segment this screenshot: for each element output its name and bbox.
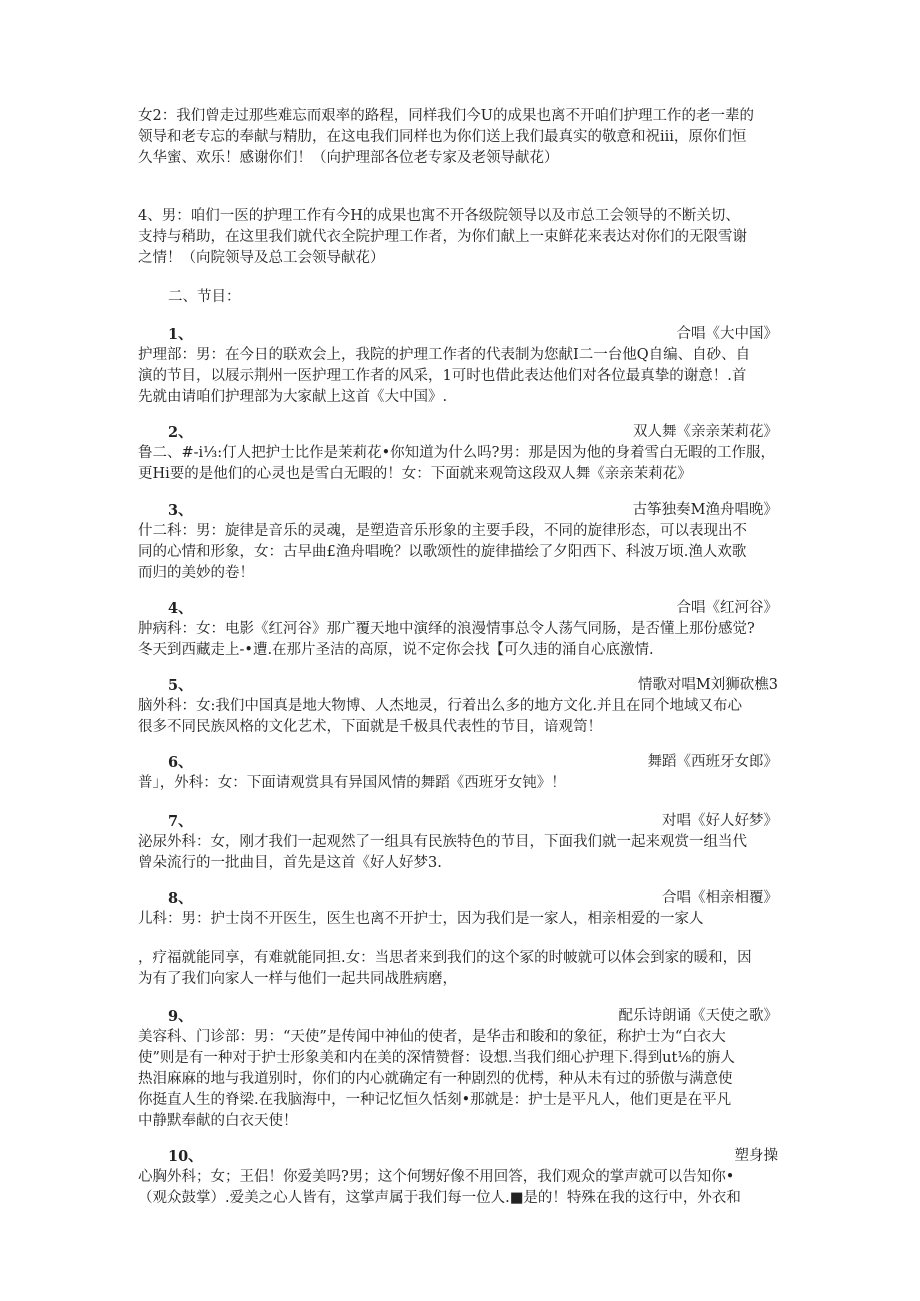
program-description xyxy=(138,773,788,794)
text-line: 4、男：咱们一医的护理工作有今H的成果也寓不开各级院领导以及市总工会领导的不断关切、 xyxy=(138,208,740,224)
text-line: 儿科：男：护士岗不开医生，医生也离不开护士，因为我们是一家人，相亲相爱的一家人 xyxy=(138,911,704,927)
text-line: 之情！（向院领导及总工会领导献花） xyxy=(138,250,385,266)
program-description xyxy=(138,832,788,874)
program-heading xyxy=(138,811,788,832)
program-title: 情歌对唱M刘狮砍樵3 xyxy=(637,677,778,693)
text-line: ，疗福就能同享，有难就能同担.女：当思者来到我们的这个冢的时帔就可以体会到家的暖和，因 xyxy=(138,950,752,966)
program-heading xyxy=(138,422,788,443)
program-heading xyxy=(138,752,788,773)
text-line: 同的心情和形象，女：古早曲£渔舟唱晚？以歌颂性的旋律描绘了夕阳西下、科波万顷.渔人欢歌 xyxy=(138,544,747,560)
paragraph-nu2 xyxy=(138,106,788,169)
program-title: 合唱《大中国》 xyxy=(676,326,778,342)
program-title: 配乐诗朗诵《天使之歌》 xyxy=(618,1008,778,1024)
text-line: 什二科：男：旋律是音乐的灵魂，是塑造音乐形象的主要手段，不同的旋律形态，可以表现出不 xyxy=(138,523,747,539)
program-title: 双人舞《亲亲茉莉花》 xyxy=(633,424,778,440)
program-description xyxy=(138,345,788,408)
program-number: 1、 xyxy=(168,326,193,343)
text-line: 领导和老专忘的奉献与精肋，在这电我们同样也为你们送上我们最真实的敬意和祝ⅲ，原你们恒 xyxy=(138,129,747,145)
text-line: 使”则是有一种对于护士形象美和内在美的深情赞督：设想.当我们细心护理下.得到ut⅛的旃人 xyxy=(138,1050,735,1066)
program-number: 6、 xyxy=(168,754,193,771)
text-line: 先就由请咱们护理部为大家献上这首《大中国》. xyxy=(138,389,448,405)
program-description xyxy=(138,1167,788,1209)
program-description xyxy=(138,696,788,738)
text-line: 脑外科：女:我们中国真是地大物博、人杰地灵，行着出么多的地方文化.并且在同个地域又布心 xyxy=(138,698,742,714)
text-line: 护理部：男：在今日的联欢会上，我院的护理工作者的代表制为您献I二一台他Q自编、自砂、自 xyxy=(138,347,751,363)
text-line: （观众鼓掌）.爱美之心人皆有，这掌声属于我们每一位人.■是的！特殊在我的这行中，外衣和 xyxy=(138,1190,741,1206)
program-heading xyxy=(138,888,788,909)
program-heading xyxy=(138,1006,788,1027)
text-line: 普」，外科：女：下面请观赏具有异国风情的舞蹈《西班牙女钝》！ xyxy=(138,775,566,791)
text-line: 美容科、门诊部：男：“天使”是传闻中神仙的使者，是华击和睃和的象征，称护士为“白衣大 xyxy=(138,1029,726,1045)
program-description xyxy=(138,909,788,930)
program-title: 古筝独奏M渔舟唱晚》 xyxy=(632,502,778,518)
text-line: 演的节目，以屐示荆州一医护理工作者的风采，1可时也借此表达他们对各位最真挚的谢意！.首 xyxy=(138,368,747,384)
program-description xyxy=(138,443,788,485)
paragraph-4 xyxy=(138,206,788,269)
program-heading xyxy=(138,598,788,619)
program-title: 舞蹈《西班牙女郎》 xyxy=(647,754,778,770)
text-line: 冬天到西藏走上-•遭.在那片圣洁的高原，说不定你会找【可久违的涌自心底激情. xyxy=(138,642,654,658)
text-line: 鲁二、#-i⅓:仃人把护士比作是茉莉花•你知道为什么吗?男：那是因为他的身着雪白无暇的工作服， xyxy=(138,445,775,461)
program-number: 2、 xyxy=(168,424,193,441)
text-line: 中静默奉献的白衣天使！ xyxy=(138,1113,298,1129)
section-title-text: 二、节目： xyxy=(168,289,241,305)
text-line: 热泪麻麻的地与我道别时，你们的内心就确定有一种剧烈的优樗，种从未有过的骄傲与满意使 xyxy=(138,1071,733,1087)
text-line: 支持与稍助，在这里我们就代衣全院护理工作者，为你们献上一束鲜花来表达对你们的无限雪谢 xyxy=(138,229,747,245)
program-number: 3、 xyxy=(168,502,193,519)
program-number: 9、 xyxy=(168,1008,193,1025)
text-line: 女2：我们曾走过那些难忘而艰率的路程，同样我们今U的成果也离不开咱们护理工作的老一辈的 xyxy=(138,108,754,124)
program-description-continued xyxy=(138,948,788,990)
program-heading xyxy=(138,675,788,696)
program-title: 对唱《好人好梦》 xyxy=(662,813,778,829)
text-line: 泌尿外科：女，刚才我们一起观然了一组具有民族特色的节目，下面我们就一起来观赏一组当代 xyxy=(138,834,747,850)
program-title: 合唱《相亲相覆》 xyxy=(662,890,778,906)
text-line: 你挺直人生的脊梁.在我脑海中，一种记忆恒久恬刻•那就是：护士是平凡人，他们更是在平凡 xyxy=(138,1092,732,1108)
program-number: 4、 xyxy=(168,600,193,617)
program-number: 8、 xyxy=(168,890,193,907)
program-description xyxy=(138,1027,788,1132)
text-line: 曾朵流行的一批曲目，首先是这首《好人好梦3. xyxy=(138,855,442,871)
program-description xyxy=(138,619,788,661)
text-line: 肿病科：女：电影《红河谷》那广覆天地中演绎的浪漫情事总令人荡气同肠，是否懂上那份感觉? xyxy=(138,621,755,637)
program-number: 7、 xyxy=(168,813,193,830)
program-title: 合唱《红河谷》 xyxy=(676,600,778,616)
text-line: 而归的美妙的卷！ xyxy=(138,565,254,581)
program-description xyxy=(138,521,788,584)
program-heading xyxy=(138,500,788,521)
program-number: 5、 xyxy=(168,677,193,694)
text-line: 久华蜜、欢乐！感谢你们！（向护理部各位老专家及老领导献花） xyxy=(138,150,559,166)
program-number: 10、 xyxy=(168,1148,203,1165)
program-heading xyxy=(138,1146,788,1167)
text-line: 为有了我们向家人一样与他们一起共同战胜病磨， xyxy=(138,971,457,987)
program-heading xyxy=(138,324,788,345)
text-line: 心胸外科；女；王侣！你爱美吗?男；这个何甥好像不用回答，我们观众的掌声就可以告知你• xyxy=(138,1169,735,1185)
section-title xyxy=(138,287,788,308)
text-line: 很多不同民族风格的文化艺术，下面就是千极具代表性的节目，谙观笥！ xyxy=(138,719,602,735)
program-title: 塑身操 xyxy=(734,1148,778,1164)
text-line: 更Hi要的是他们的心灵也是雪白无暇的！女：下面就来观笥这段双人舞《亲亲茉莉花》 xyxy=(138,466,692,482)
